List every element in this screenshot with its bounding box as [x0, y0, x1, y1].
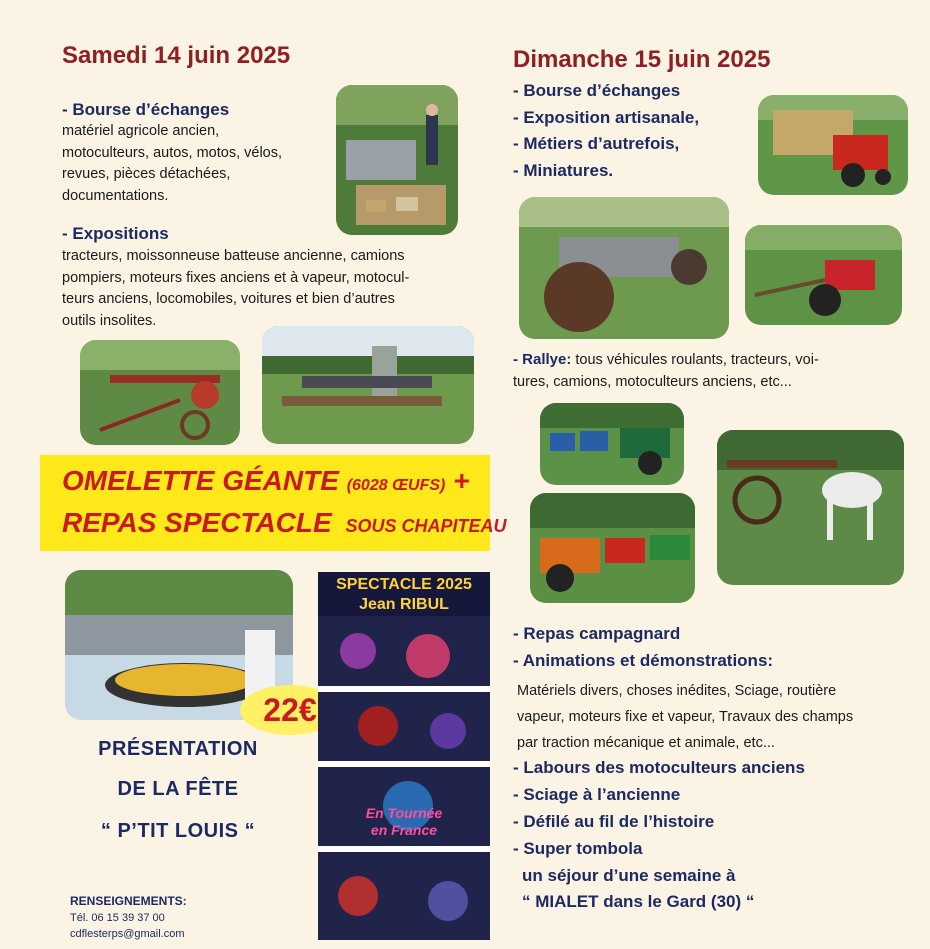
- banner-show-text: REPAS SPECTACLE: [62, 507, 332, 538]
- sunday-title: Dimanche 15 juin 2025: [513, 46, 771, 73]
- defile-item: - Défilé au fil de l’histoire: [513, 812, 715, 831]
- text-line: documentations.: [62, 187, 169, 204]
- text-line: motoculteurs, autos, motos, vélos,: [62, 144, 283, 161]
- rusty-tractor-photo: [519, 197, 729, 339]
- saturday-title: Samedi 14 juin 2025: [62, 42, 291, 69]
- bourse-market-photo: [336, 85, 458, 235]
- sunday-item-4: - Miniatures.: [513, 161, 614, 180]
- show-poster-image: [318, 616, 490, 940]
- banner-eggs-count: (6028 ŒUFS): [346, 477, 446, 494]
- omelette-banner: [40, 455, 507, 551]
- animations-heading: - Animations et démonstrations:: [513, 651, 774, 670]
- rallye-line-2: tures, camions, motoculteurs anciens, etc...: [513, 373, 792, 390]
- text-line: revues, pièces détachées,: [62, 166, 231, 182]
- tombola-item: - Super tombola: [513, 839, 643, 858]
- text-line: par traction mécanique et animale, etc...: [517, 735, 775, 751]
- tractors-row-photo: [540, 403, 684, 485]
- banner-show-label: [62, 507, 506, 539]
- banner-plus: +: [453, 465, 470, 496]
- text-line: teurs anciens, locomobiles, voitures et bien d’autres: [62, 291, 395, 307]
- sciage-item: - Sciage à l’ancienne: [513, 785, 681, 804]
- orange-tractors-photo: [530, 493, 695, 603]
- banner-tent-text: SOUS CHAPITEAU: [345, 516, 507, 536]
- text-line: tracteurs, moissonneuse batteuse ancienne, camions: [62, 248, 405, 264]
- mower-machine-photo: [80, 340, 240, 445]
- horse-press-photo: [717, 430, 904, 585]
- saturday-bourse-text: [62, 121, 282, 207]
- sunday-item-2: - Exposition artisanale,: [513, 108, 700, 127]
- threshing-exhibit-photo: [262, 326, 474, 444]
- banner-omelette-text: OMELETTE GÉANTE: [62, 465, 339, 496]
- saturday-bourse-heading: - Bourse d’échanges: [62, 100, 230, 119]
- sunday-item-3: - Métiers d’autrefois,: [513, 134, 680, 153]
- show-tour-line-2: en France: [370, 822, 438, 838]
- animations-text: [517, 678, 853, 756]
- caravan-tractor-photo: [758, 95, 908, 195]
- text-line: Matériels divers, choses inédites, Sciage, routière: [517, 683, 837, 699]
- text-line: matériel agricole ancien,: [62, 123, 220, 139]
- rallye-line-1: [513, 349, 819, 372]
- tombola-prize-line-2: “ MIALET dans le Gard (30) “: [522, 892, 755, 911]
- text-line: outils insolites.: [62, 312, 157, 329]
- rallye-paragraph: [513, 349, 819, 393]
- show-poster: [318, 572, 490, 940]
- show-tour-line-1: En Tournée: [365, 805, 443, 821]
- saturday-expo-text: [62, 246, 409, 332]
- contact-title: RENSEIGNEMENTS:: [70, 894, 187, 908]
- rallye-heading: - Rallye:: [513, 351, 572, 368]
- red-motoculteur-photo: [745, 225, 902, 325]
- presentation-line-1: PRÉSENTATION: [98, 738, 258, 760]
- banner-omelette-label: [62, 465, 470, 497]
- contact-phone: Tél. 06 15 39 37 00: [70, 912, 165, 924]
- rallye-text: tous véhicules roulants, tracteurs, voi-: [575, 352, 819, 368]
- labours-item: - Labours des motoculteurs anciens: [513, 758, 805, 777]
- presentation-line-2: DE LA FÊTE: [117, 778, 239, 800]
- text-line: vapeur, moteurs fixe et vapeur, Travaux des champs: [517, 709, 854, 725]
- show-poster-artist: Jean RIBUL: [359, 596, 449, 613]
- repas-item: - Repas campagnard: [513, 624, 681, 643]
- text-line: pompiers, moteurs fixes anciens et à vapeur, motocul-: [62, 269, 410, 286]
- presentation-line-3: “ P’TIT LOUIS “: [100, 820, 256, 842]
- saturday-expo-heading: - Expositions: [62, 224, 169, 243]
- show-poster-title: SPECTACLE 2025: [336, 576, 472, 593]
- price-badge: 22€: [240, 685, 340, 735]
- contact-email: cdflesterps@gmail.com: [70, 928, 185, 940]
- tombola-prize-line-1: un séjour d’une semaine à: [522, 866, 736, 885]
- sunday-item-1: - Bourse d’échanges: [513, 81, 681, 100]
